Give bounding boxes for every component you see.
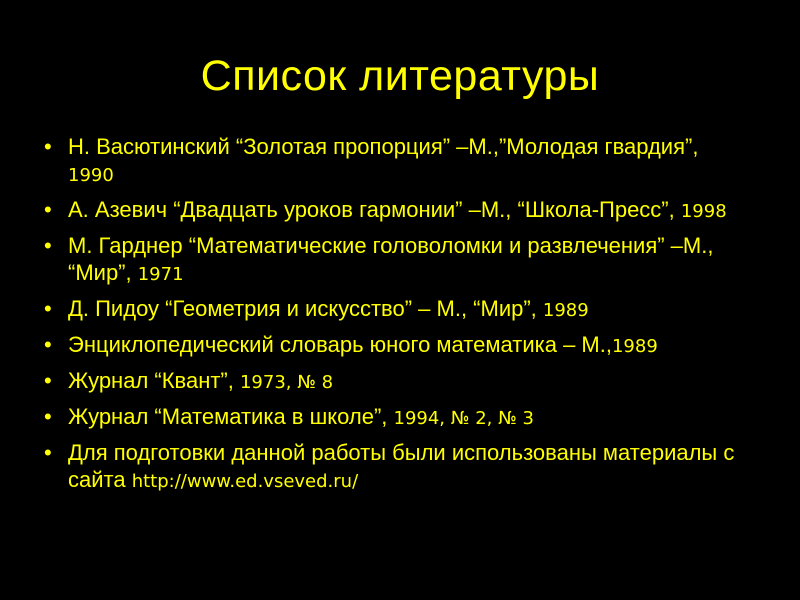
reference-text: Журнал “Математика в школе”, [68,404,394,429]
reference-text: Н. Васютинский “Золотая пропорция” –М.,”Молодая гвардия”, [68,134,699,159]
reference-text: Д. Пидоу “Геометрия и искусство” – М., “Мир”, [68,296,543,321]
reference-list [44,133,744,502]
source-url-link[interactable]: http://www.ed.vseved.ru/ [131,471,359,492]
reference-item [44,133,744,189]
reference-text: А. Азевич “Двадцать уроков гармонии” –М., “Школа-Пресс”, [68,197,681,222]
bullet-icon: • [44,233,52,258]
reference-item [44,232,744,288]
reference-year: 1989 [542,300,589,321]
reference-item [44,196,744,225]
reference-text: М. Гарднер “Математические головоломки и развлечения” –М., “Мир”, [68,233,714,285]
reference-item [44,403,744,432]
bullet-icon: • [44,440,52,465]
slide-title: Список литературы [200,52,600,100]
bullet-icon: • [44,332,52,357]
reference-text: Для подготовки данной работы были использованы материалы с сайта [68,440,735,492]
reference-item [44,295,744,324]
reference-year: 1971 [137,264,184,285]
reference-item [44,331,744,360]
reference-item [44,439,744,495]
bullet-icon: • [44,404,52,429]
reference-text: Энциклопедический словарь юного математика – М., [68,332,612,357]
reference-text: Журнал “Квант”, [68,368,240,393]
bullet-icon: • [44,296,52,321]
reference-year: 1998 [680,201,727,222]
reference-item [44,367,744,396]
reference-issue: 1973, № 8 [239,372,334,393]
reference-year: 1989 [611,336,658,357]
bullet-icon: • [44,197,52,222]
bullet-icon: • [44,368,52,393]
reference-issue: 1994, № 2, № 3 [393,408,534,429]
bullet-icon: • [44,134,52,159]
reference-year: 1990 [68,165,114,186]
